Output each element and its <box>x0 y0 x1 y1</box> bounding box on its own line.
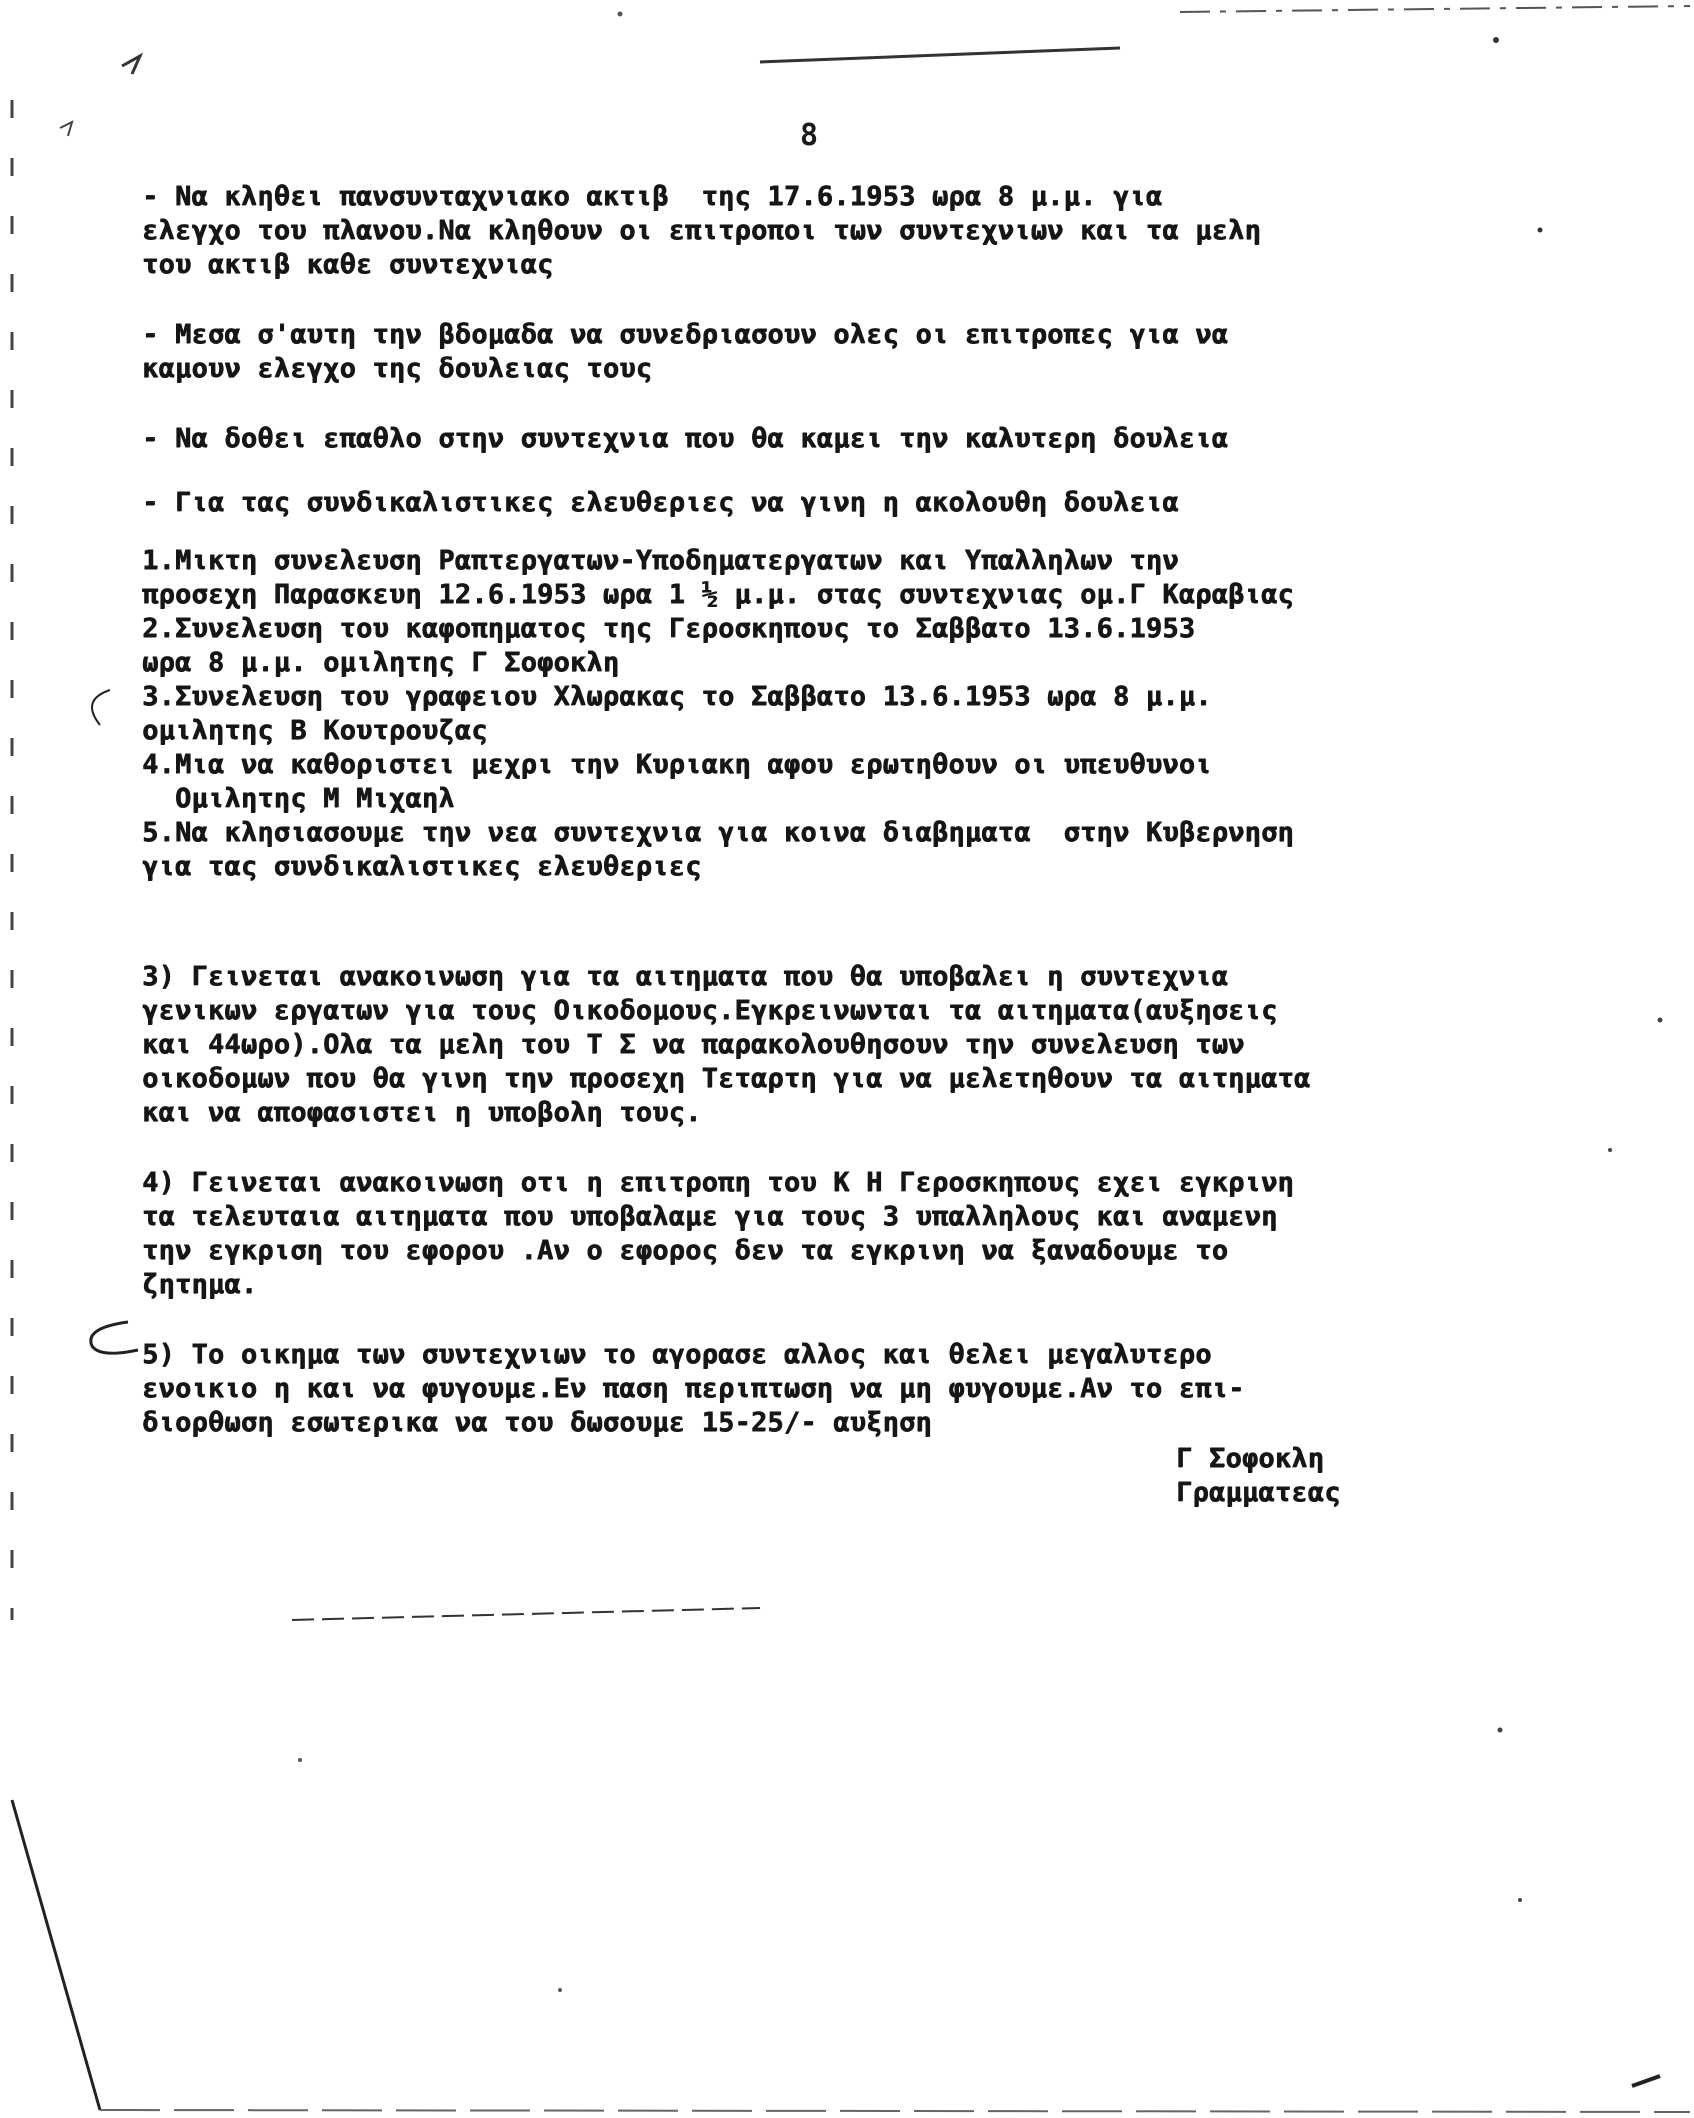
speck <box>1518 1898 1522 1902</box>
text-line: την εγκριση του εφορου .Αν ο εφορος δεν τα εγκρινη να ξαναδουμε το <box>142 1235 1229 1266</box>
speck <box>1608 1148 1612 1152</box>
speck <box>298 1758 302 1762</box>
text-line: 3) Γεινεται ανακοινωση για τα αιτηματα που θα υποβαλει η συντεχνια <box>142 961 1229 992</box>
text-line: 1.Μικτη συνελευση Ραπτεργατων-Υποδηματεργατων και Υπαλληλων την <box>142 545 1179 576</box>
speck <box>618 12 623 17</box>
section-4 <box>142 1166 1572 1302</box>
corner-scribble-mark <box>122 56 140 74</box>
text-line: 5.Να κλησιασουμε την νεα συντεχνια για κοινα διαβηματα στην Κυβερνηση <box>142 817 1294 848</box>
paragraph <box>142 180 1572 282</box>
page-number: 8 <box>800 118 819 153</box>
text-line: ελεγχο του πλανου.Να κληθουν οι επιτροποι των συντεχνιων και τα μελη <box>142 215 1261 246</box>
paragraph <box>142 486 1572 520</box>
numbered-item <box>142 544 1572 612</box>
text-line: 4.Μια να καθοριστει μεχρι την Κυριακη αφου ερωτηθουν οι υπευθυνοι <box>142 749 1212 780</box>
text-line: Ομιλητης Μ Μιχαηλ <box>142 783 455 814</box>
text-line: ζητημα. <box>142 1269 258 1300</box>
numbered-item <box>142 612 1572 680</box>
bottom-edge-line <box>100 2110 1690 2112</box>
text-line: - Για τας συνδικαλιστικες ελευθεριες να γινη η ακολουθη δουλεια <box>142 487 1179 518</box>
text-line: και να αποφασιστει η υποβολη τους. <box>142 1097 702 1128</box>
margin-bracket-mark <box>92 690 110 725</box>
numbered-list <box>142 544 1572 884</box>
speck <box>558 1988 562 1992</box>
text-line: 2.Συνελευση του καφοπηματος της Γεροσκηπους το Σαββατο 13.6.1953 <box>142 613 1196 644</box>
signature-title: Γραμματεας <box>1176 1477 1341 1508</box>
document-body <box>142 180 1572 1440</box>
paragraph <box>142 422 1572 456</box>
text-line: 3.Συνελευση του γραφειου Χλωρακας το Σαββατο 13.6.1953 ωρα 8 μ.μ. <box>142 681 1212 712</box>
text-line: - Μεσα σ'αυτη την βδομαδα να συνεδριασουν ολες οι επιτροπες για να <box>142 319 1229 350</box>
text-line: ομιλητης Β Κουτρουζας <box>142 715 488 746</box>
text-line: διορθωση εσωτερικα να του δωσουμε 15-25/- αυξηση <box>142 1407 932 1438</box>
speck <box>1658 1018 1663 1023</box>
text-line: 4) Γεινεται ανακοινωση οτι η επιτροπη του Κ Η Γεροσκηπους εχει εγκρινη <box>142 1167 1294 1198</box>
text-line: - Να κληθει πανσυνταχνιακο ακτιβ της 17.6.1953 ωρα 8 μ.μ. για <box>142 181 1163 212</box>
section-5 <box>142 1338 1572 1440</box>
bottom-left-diagonal <box>12 1800 100 2110</box>
text-line: οικοδομων που θα γινη την προσεχη Τεταρτη για να μελετηθουν τα αιτηματα <box>142 1063 1311 1094</box>
section-3 <box>142 960 1572 1130</box>
top-scratch-line <box>760 48 1120 62</box>
text-line: και 44ωρο).Ολα τα μελη του Τ Σ να παρακολουθησουν την συνελευση των <box>142 1029 1245 1060</box>
signature-block <box>1176 1442 1341 1510</box>
text-line: τα τελευταια αιτηματα που υποβαλαμε για τους 3 υπαλληλους και αναμενη <box>142 1201 1278 1232</box>
text-line: για τας συνδικαλιστικες ελευθεριες <box>142 851 702 882</box>
top-edge-line <box>1180 6 1690 12</box>
numbered-item <box>142 748 1572 816</box>
corner-scribble-mark-2 <box>60 122 72 136</box>
text-line: ωρα 8 μ.μ. ομιλητης Γ Σοφοκλη <box>142 647 620 678</box>
text-line: ενοικιο η και να φυγουμε.Εν παση περιπτωση να μη φυγουμε.Αν το επι- <box>142 1373 1245 1404</box>
paragraph <box>142 318 1572 386</box>
numbered-item <box>142 816 1572 884</box>
text-line: γενικων εργατων για τους Οικοδομους.Εγκρεινωνται τα αιτηματα(αυξησεις <box>142 995 1278 1026</box>
text-line: προσεχη Παρασκευη 12.6.1953 ωρα 1 ½ μ.μ. στας συντεχνιας ομ.Γ Καραβιας <box>142 579 1294 610</box>
bottom-right-mark <box>1632 2076 1660 2086</box>
speck <box>1493 37 1499 43</box>
text-line: του ακτιβ καθε συντεχνιας <box>142 249 554 280</box>
text-line: καμουν ελεγχο της δουλειας τους <box>142 353 653 384</box>
text-line: - Να δοθει επαθλο στην συντεχνια που θα καμει την καλυτερη δουλεια <box>142 423 1229 454</box>
separator-line <box>292 1608 760 1620</box>
text-line: 5) Το οικημα των συντεχνιων το αγορασε αλλος και θελει μεγαλυτερο <box>142 1339 1212 1370</box>
margin-bracket-mark-2 <box>91 1322 138 1353</box>
numbered-item <box>142 680 1572 748</box>
speck <box>1498 1728 1503 1733</box>
signature-name: Γ Σοφοκλη <box>1176 1443 1325 1474</box>
